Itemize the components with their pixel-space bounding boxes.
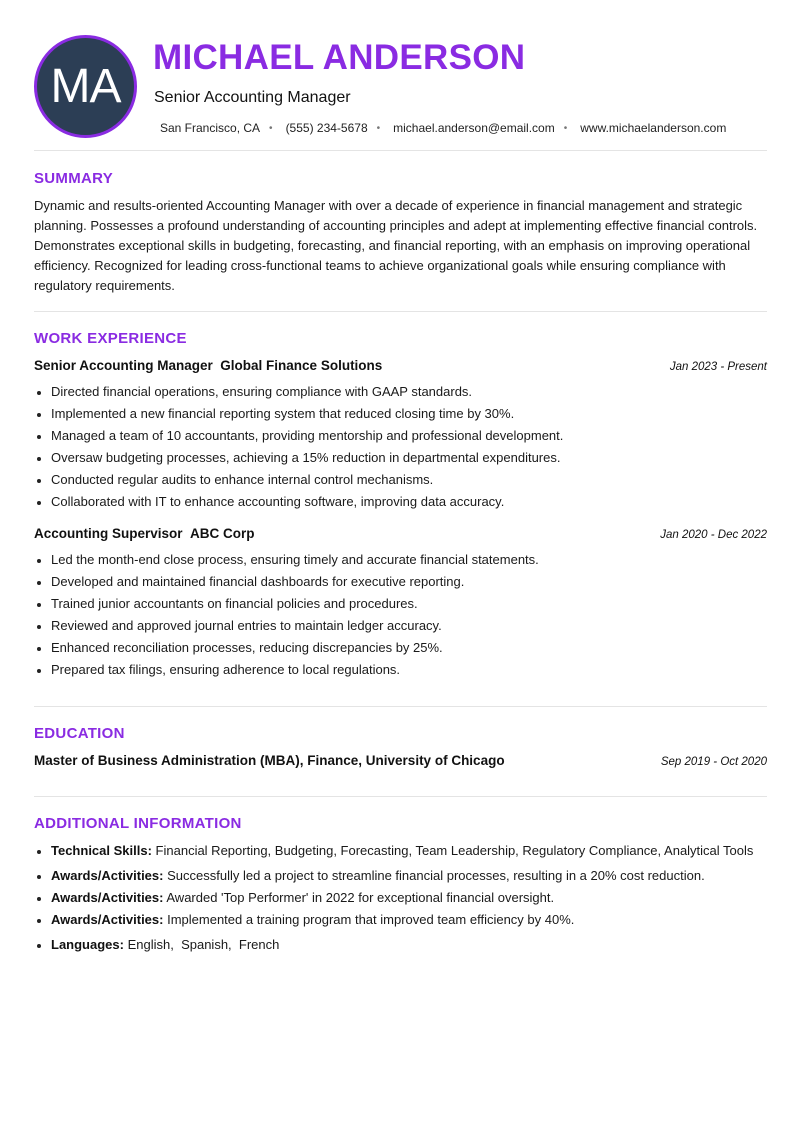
contact-bar: [160, 121, 726, 135]
contact-website[interactable]: www.michaelanderson.com: [580, 121, 727, 135]
separator-dot-icon: •: [269, 122, 273, 134]
list-item: Prepared tax filings, ensuring adherence to local regulations.: [34, 659, 774, 681]
separator-dot-icon: •: [376, 122, 381, 134]
job-header: [34, 358, 767, 373]
section-heading-additional-information: ADDITIONAL INFORMATION: [34, 815, 242, 832]
divider: [34, 150, 767, 151]
item-value: Awarded 'Top Performer' in 2022 for exceptional financial oversight.: [166, 890, 555, 905]
list-item: Enhanced reconciliation processes, reducing discrepancies by 25%.: [34, 637, 774, 659]
job-role: [34, 526, 255, 541]
contact-location: San Francisco, CA: [160, 121, 261, 135]
additional-info-list: [34, 840, 774, 956]
item-label: Awards/Activities:: [51, 890, 164, 905]
job-bullets: [34, 549, 774, 681]
list-item: [34, 840, 774, 862]
list-item: [34, 887, 774, 909]
contact-phone[interactable]: (555) 234-5678: [285, 121, 368, 135]
list-item: [34, 865, 774, 887]
list-item: Oversaw budgeting processes, achieving a 15% reduction in departmental expenditures.: [34, 447, 774, 469]
item-label: Awards/Activities:: [51, 912, 164, 927]
list-item: Developed and maintained financial dashboards for executive reporting.: [34, 571, 774, 593]
list-item: Implemented a new financial reporting system that reduced closing time by 30%.: [34, 403, 774, 425]
education-dates: Sep 2019 - Oct 2020: [660, 756, 767, 768]
divider: [34, 706, 767, 707]
item-value: Implemented a training program that improved team efficiency by 40%.: [167, 912, 575, 927]
section-heading-summary: SUMMARY: [34, 170, 114, 187]
summary-text: Dynamic and results-oriented Accounting Manager with over a decade of experience in financial management and strategic planning. Possesses a profound understanding of accounting principles and adept at implementing effective financial controls. Demonstrates exceptional skills in budgeting, forecasting, and financial reporting, with an emphasis on improving operational efficiency. Recognized for leading cross-functional teams to achieve organizational goals while ensuring compliance with regulatory requirements.: [34, 198, 758, 293]
list-item: Reviewed and approved journal entries to maintain ledger accuracy.: [34, 615, 774, 637]
list-item: Collaborated with IT to enhance accounting software, improving data accuracy.: [34, 491, 774, 513]
list-item: Directed financial operations, ensuring compliance with GAAP standards.: [34, 381, 774, 403]
job-bullets: [34, 381, 774, 513]
section-heading-work-experience: WORK EXPERIENCE: [34, 330, 187, 347]
job-title: Accounting Supervisor: [34, 526, 183, 541]
education-entry: [34, 753, 767, 768]
item-label: Languages:: [51, 937, 124, 952]
item-value: Financial Reporting, Budgeting, Forecasting, Team Leadership, Regulatory Compliance, Analytical Tools: [155, 843, 754, 858]
education-degree: Master of Business Administration (MBA), Finance, University of Chicago: [34, 753, 505, 768]
divider: [34, 311, 767, 312]
list-item: Conducted regular audits to enhance internal control mechanisms.: [34, 469, 774, 491]
job-dates: Jan 2020 - Dec 2022: [660, 529, 767, 541]
avatar: [34, 35, 137, 138]
list-item: [34, 909, 774, 931]
job-role: [34, 358, 382, 373]
section-heading-education: EDUCATION: [34, 725, 125, 742]
list-item: Led the month-end close process, ensuring timely and accurate financial statements.: [34, 549, 774, 571]
contact-email[interactable]: michael.anderson@email.com: [393, 121, 555, 135]
list-item: Managed a team of 10 accountants, providing mentorship and professional development.: [34, 425, 774, 447]
separator-dot-icon: •: [563, 122, 568, 134]
job-dates: Jan 2023 - Present: [669, 361, 767, 373]
item-value: Successfully led a project to streamline financial processes, resulting in a 20% cost reduction.: [167, 868, 705, 883]
job-company: Global Finance Solutions: [220, 358, 383, 373]
avatar-initials: MA: [50, 60, 121, 113]
item-label: Technical Skills:: [51, 843, 152, 858]
list-item: Trained junior accountants on financial policies and procedures.: [34, 593, 774, 615]
item-value: English, Spanish, French: [127, 937, 280, 952]
job-company: ABC Corp: [190, 526, 255, 541]
job-title: Senior Accounting Manager: [34, 358, 213, 373]
item-label: Awards/Activities:: [51, 868, 164, 883]
divider: [34, 796, 767, 797]
list-item: [34, 934, 774, 956]
job-header: [34, 526, 767, 541]
candidate-name: MICHAEL ANDERSON: [153, 38, 526, 77]
candidate-title: Senior Accounting Manager: [154, 89, 351, 106]
